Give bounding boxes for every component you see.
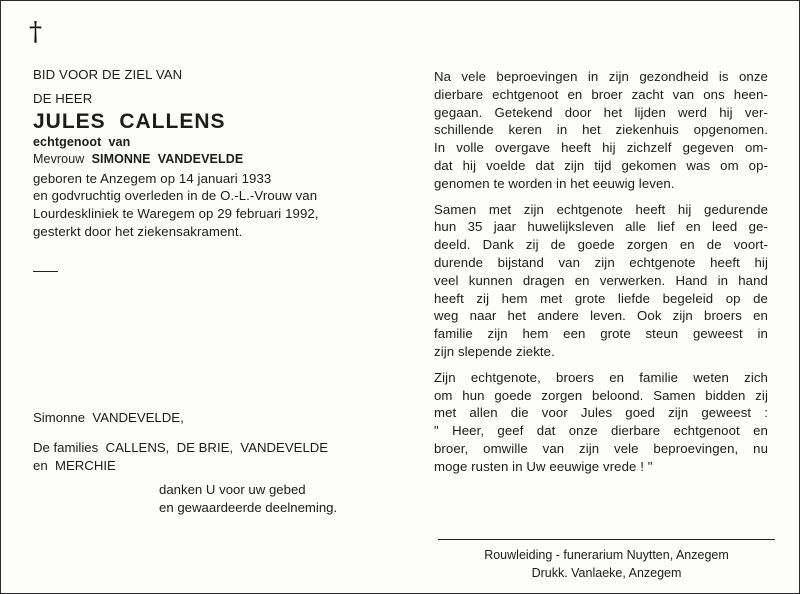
thanks-line: danken U voor uw gebed xyxy=(159,482,306,497)
bio-line: geboren te Anzegem op 14 januari 1933 xyxy=(33,170,272,186)
text-line: moge rusten in Uw eeuwige vrede ! " xyxy=(434,458,653,474)
family-line: en MERCHIE xyxy=(33,458,116,473)
bio-line: Lourdeskliniek te Waregem op 29 februari 1992, xyxy=(33,206,319,222)
text-line: Na vele beproevingen in zijn gezondheid is onze xyxy=(434,69,768,84)
text-line: broer, omwille van zijn vele beproevingen, nu xyxy=(434,440,768,456)
biography xyxy=(33,170,363,241)
text-line: hun 35 jaar huwelijksleven alle lief en leed ge- xyxy=(434,219,768,235)
text-line: genomen te worden in het eeuwig leven. xyxy=(434,175,675,191)
funeral-home-line: Rouwleiding - funerarium Nuytten, Anzegem xyxy=(484,548,729,562)
thanks-block xyxy=(159,481,337,517)
text-line: dat hij voelde dat zijn tijd gekomen was om op- xyxy=(434,157,768,173)
bio-line: gesterkt door het ziekensakrament. xyxy=(33,223,243,239)
footer xyxy=(438,546,775,582)
paragraph xyxy=(434,369,768,476)
text-line: familie zijn hem een grote steun geweest in xyxy=(434,326,768,342)
spouse-label: echtgenoot van xyxy=(33,134,131,149)
family-line: Simonne VANDEVELDE, xyxy=(33,410,184,425)
cross-icon: † xyxy=(29,17,42,47)
thanks-line: en gewaardeerde deelneming. xyxy=(159,500,338,515)
bio-line: en godvruchtig overleden in de O.-L.-Vrouw van xyxy=(33,188,318,204)
paragraph xyxy=(434,68,768,193)
text-line: om hun goede zorgen beloond. Samen bidden zij xyxy=(434,387,768,403)
wife-name: SIMONNE VANDEVELDE xyxy=(91,151,244,166)
left-column xyxy=(33,66,363,272)
family-line: De families CALLENS, DE BRIE, VANDEVELDE xyxy=(33,440,329,455)
title-line: DE HEER xyxy=(33,90,93,106)
text-line: met allen die voor Jules goed zijn geweest : xyxy=(434,405,768,421)
text-line: " Heer, geef dat onze dierbare echtgenoot en xyxy=(434,423,768,439)
divider-dash xyxy=(33,271,58,272)
text-line: durende bijstand van zijn echtgenote heeft hij xyxy=(434,254,768,270)
text-line: weg naar het andere leven. Ook zijn broers en xyxy=(434,308,768,324)
footer-rule xyxy=(438,539,775,540)
paragraph xyxy=(434,201,768,361)
family-block xyxy=(33,409,328,475)
text-line: schillende keren in het ziekenhuis opgenomen. xyxy=(434,122,768,138)
printer-line: Drukk. Vanlaeke, Anzegem xyxy=(531,566,682,580)
text-line: zijn slepende ziekte. xyxy=(434,343,555,359)
text-line: Samen met zijn echtgenote heeft hij gedurende xyxy=(434,201,768,217)
text-line: gegaan. Getekend door het lijden werd hij ver- xyxy=(434,104,768,120)
right-column xyxy=(434,68,768,476)
text-line: In volle overgave heeft hij zichzelf gegeven om- xyxy=(434,140,768,156)
text-line: dierbare echtgenoot en broer zacht van ons heen- xyxy=(434,86,768,102)
text-line: Zijn echtgenote, broers en familie weten zich xyxy=(434,369,768,385)
text-line: deeld. Dank zij de goede zorgen en de voort- xyxy=(434,237,768,253)
deceased-name: JULES CALLENS xyxy=(33,109,226,133)
prayer-heading: BID VOOR DE ZIEL VAN xyxy=(33,67,183,82)
text-line: heeft zij hem met grote liefde begeleid op de xyxy=(434,290,768,306)
wife-line xyxy=(33,151,363,168)
text-line: veel kunnen dragen en verwerken. Hand in hand xyxy=(434,272,768,288)
wife-prefix: Mevrouw xyxy=(33,151,85,166)
